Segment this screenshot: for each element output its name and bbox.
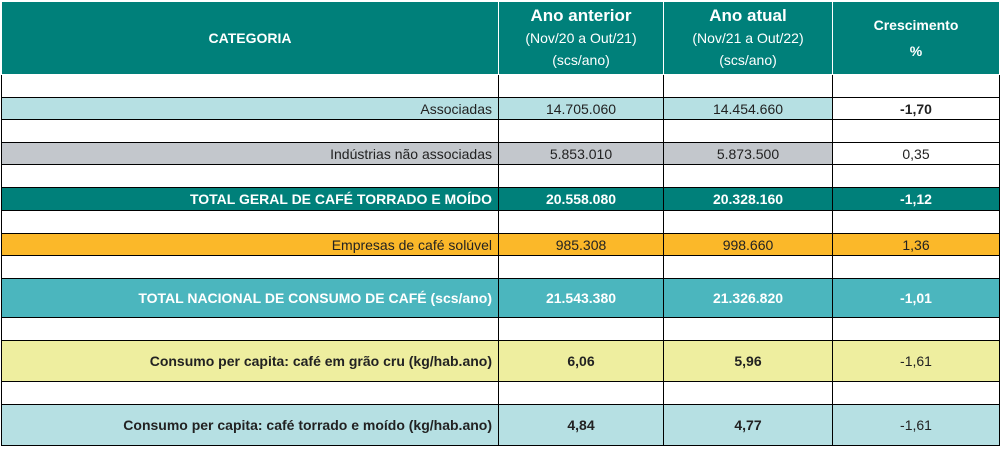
value-ano-anterior: 5.853.010 <box>499 143 664 165</box>
value-crescimento: -1,61 <box>833 405 1000 446</box>
table-row-total-nacional <box>2 279 1000 318</box>
spacer-row <box>2 256 1000 279</box>
spacer-row <box>2 75 1000 98</box>
row-label: Empresas de café solúvel <box>2 234 499 256</box>
value-crescimento: -1,01 <box>833 279 1000 318</box>
value-crescimento: -1,12 <box>833 188 1000 211</box>
row-label: Associadas <box>2 98 499 120</box>
value-ano-atual: 21.326.820 <box>664 279 833 318</box>
row-label: Consumo per capita: café em grão cru (kg/hab.ano) <box>2 341 499 382</box>
value-ano-atual: 14.454.660 <box>664 98 833 120</box>
spacer-row <box>2 120 1000 143</box>
value-ano-anterior: 20.558.080 <box>499 188 664 211</box>
table-row-per-capita-torrado <box>2 405 1000 446</box>
value-ano-atual: 5,96 <box>664 341 833 382</box>
table-row-total-geral <box>2 188 1000 211</box>
value-ano-anterior: 21.543.380 <box>499 279 664 318</box>
value-ano-atual: 20.328.160 <box>664 188 833 211</box>
row-label: TOTAL GERAL DE CAFÉ TORRADO E MOÍDO <box>2 188 499 211</box>
table-row-soluvel <box>2 234 1000 256</box>
value-crescimento: -1,61 <box>833 341 1000 382</box>
row-label: Consumo per capita: café torrado e moído (kg/hab.ano) <box>2 405 499 446</box>
value-crescimento: -1,70 <box>833 98 1000 120</box>
spacer-row <box>2 382 1000 405</box>
header-ano-atual: Ano atual (Nov/21 a Out/22) (scs/ano) <box>664 2 833 75</box>
value-ano-atual: 4,77 <box>664 405 833 446</box>
header-ano-anterior: Ano anterior (Nov/20 a Out/21) (scs/ano) <box>499 2 664 75</box>
header-crescimento: Crescimento % <box>833 2 1000 75</box>
value-ano-anterior: 4,84 <box>499 405 664 446</box>
spacer-row <box>2 211 1000 234</box>
table-row-industrias <box>2 143 1000 165</box>
value-ano-anterior: 985.308 <box>499 234 664 256</box>
table-row-per-capita-cru <box>2 341 1000 382</box>
table-header-row <box>2 2 1000 75</box>
value-crescimento: 0,35 <box>833 143 1000 165</box>
row-label: Indústrias não associadas <box>2 143 499 165</box>
table-row-associadas <box>2 98 1000 120</box>
spacer-row <box>2 318 1000 341</box>
value-ano-anterior: 14.705.060 <box>499 98 664 120</box>
header-categoria: CATEGORIA <box>2 2 499 75</box>
value-ano-anterior: 6,06 <box>499 341 664 382</box>
spacer-row <box>2 165 1000 188</box>
coffee-consumption-table <box>1 1 1000 446</box>
row-label: TOTAL NACIONAL DE CONSUMO DE CAFÉ (scs/ano) <box>2 279 499 318</box>
value-ano-atual: 5.873.500 <box>664 143 833 165</box>
value-ano-atual: 998.660 <box>664 234 833 256</box>
value-crescimento: 1,36 <box>833 234 1000 256</box>
